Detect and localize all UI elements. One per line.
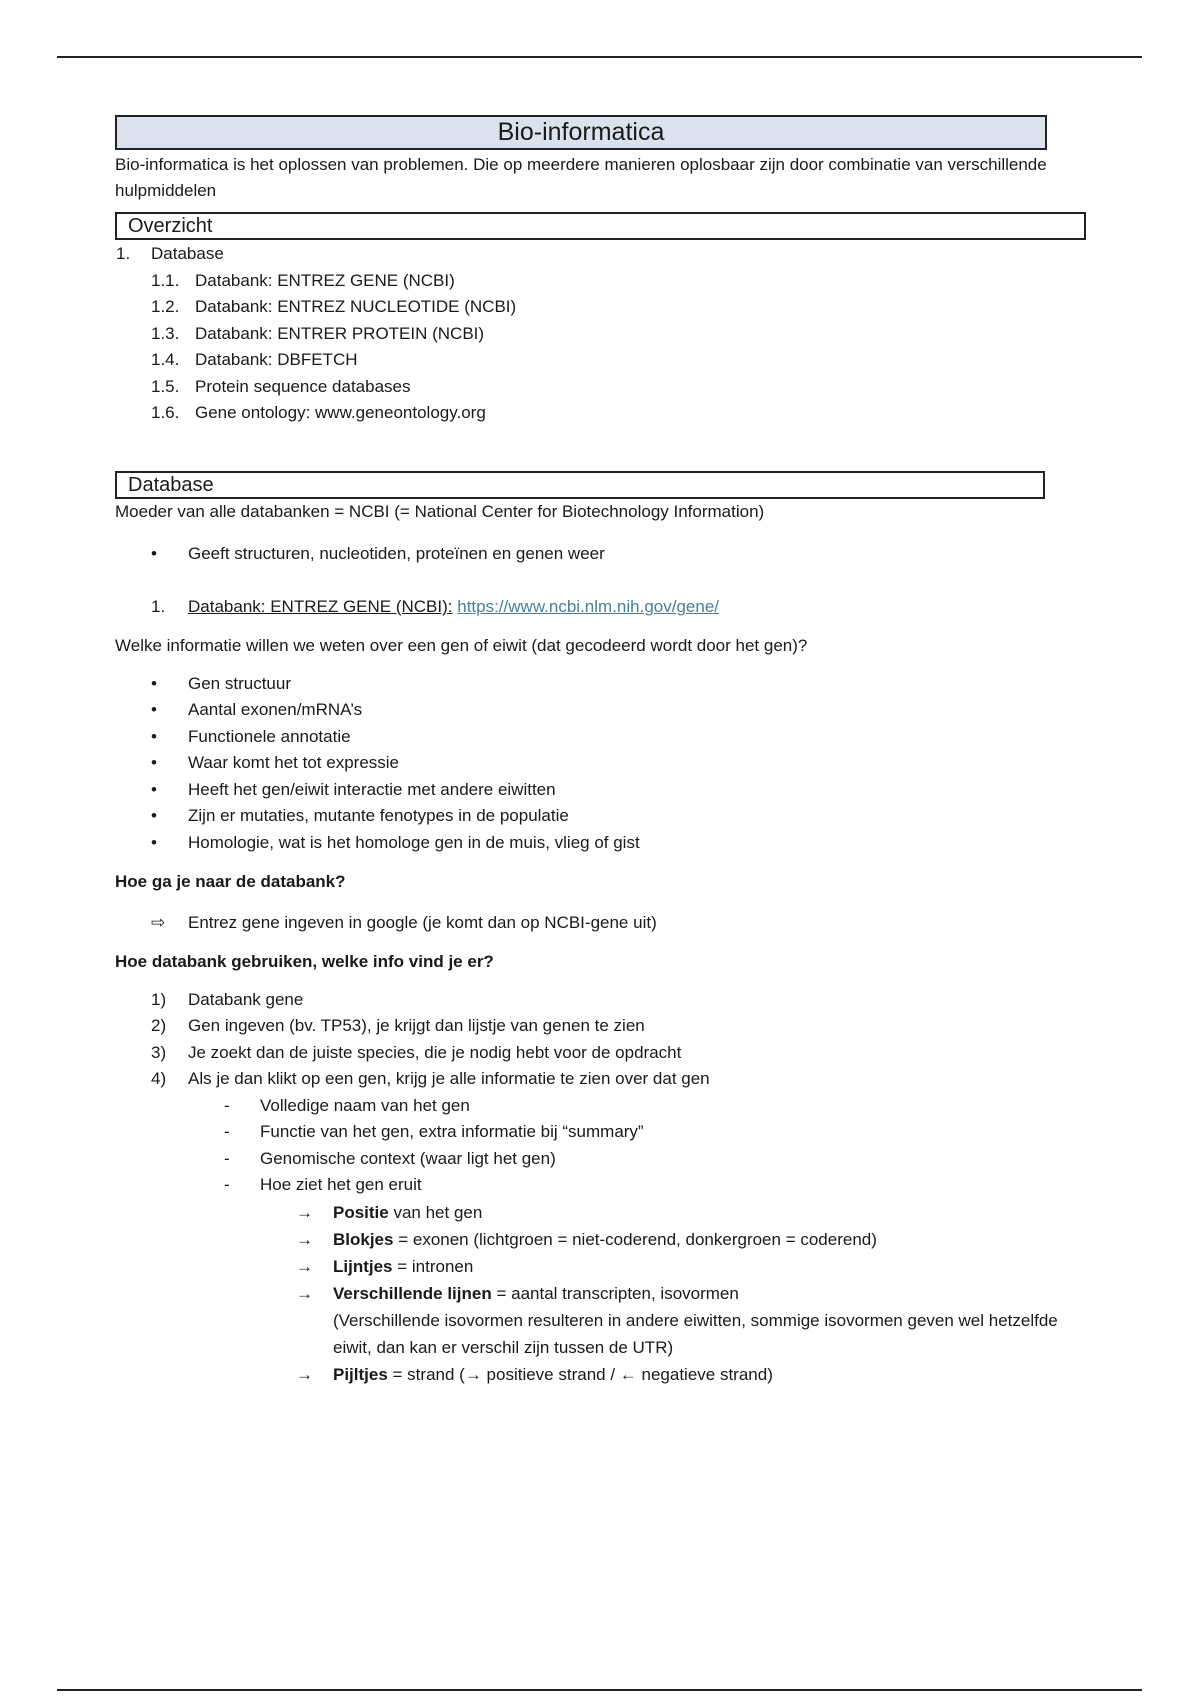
overview-main-item — [115, 241, 1075, 268]
bottom-rule — [57, 1689, 1142, 1691]
step-text: Als je dan klikt op een gen, krijg je alle informatie te zien over dat gen — [188, 1069, 710, 1088]
info-item-text: Functionele annotatie — [188, 726, 351, 746]
question-usage: Hoe databank gebruiken, welke info vind je er? — [115, 951, 494, 971]
overview-sub-text: Gene ontology: www.geneontology.org — [195, 403, 486, 422]
databank-entry-num: 1. — [151, 597, 166, 616]
step-text: Gen ingeven (bv. TP53), je krijgt dan lijstje van genen te zien — [188, 1016, 645, 1035]
steps-list — [115, 987, 1075, 1093]
sub-list — [115, 1093, 1075, 1199]
step-item — [115, 1066, 1075, 1093]
step-text: Databank gene — [188, 989, 304, 1009]
overview-sub-item — [115, 374, 1075, 401]
right-arrow-icon: → — [296, 1229, 313, 1249]
overview-heading: Overzicht — [115, 212, 1086, 240]
bullet-mark: • — [151, 832, 157, 852]
bullet-mark: • — [151, 700, 157, 719]
sub-item — [115, 1119, 1075, 1146]
overview-sub-text: Databank: ENTREZ NUCLEOTIDE (NCBI) — [195, 297, 517, 316]
info-item-text: Aantal exonen/mRNA’s — [188, 700, 363, 719]
info-item-text: Heeft het gen/eiwit interactie met andere eiwitten — [188, 779, 556, 799]
overview-sub-num: 1.3. — [151, 323, 180, 343]
overview-main-label: Database — [151, 244, 224, 263]
right-arrow-icon: → — [296, 1202, 313, 1222]
info-item-text: Homologie, wat is het homologe gen in de muis, vlieg of gist — [188, 832, 640, 852]
detail-term: Pijltjes — [333, 1364, 388, 1384]
bullet-mark: • — [151, 673, 157, 693]
sub-item-text: Genomische context (waar ligt het gen) — [260, 1148, 556, 1168]
bullet-mark: • — [151, 806, 157, 825]
top-rule — [57, 56, 1142, 58]
step-item — [115, 987, 1075, 1014]
detail-term: Blokjes — [333, 1229, 394, 1249]
detail-list — [115, 1199, 1075, 1388]
info-item — [115, 724, 1075, 751]
database-mother-line: Moeder van alle databanken = NCBI (= National Center for Biotechnology Information) — [115, 501, 765, 521]
step-item — [115, 1040, 1075, 1067]
overview-sub-num: 1.1. — [151, 270, 180, 290]
overview-main-num: 1. — [116, 244, 131, 263]
info-item — [115, 671, 1075, 698]
databank-entry — [115, 594, 1075, 621]
sub-item-text: Functie van het gen, extra informatie bij “summary” — [260, 1122, 644, 1141]
right-arrow-icon: → — [296, 1364, 313, 1384]
overview-sub-item — [115, 347, 1075, 374]
info-item-text: Gen structuur — [188, 673, 291, 693]
dash-mark: - — [224, 1175, 230, 1194]
step-num: 1) — [151, 989, 167, 1009]
navigate-answer-text: Entrez gene ingeven in google (je komt dan op NCBI-gene uit) — [188, 913, 657, 932]
step-text: Je zoekt dan de juiste species, die je nodig hebt voor de opdracht — [188, 1042, 682, 1062]
info-item — [115, 750, 1075, 777]
arrow-icon: ⇨ — [151, 913, 166, 932]
page-content — [115, 115, 1075, 1388]
overview-sub-text: Databank: DBFETCH — [195, 350, 358, 369]
overview-sub-item — [115, 294, 1075, 321]
page-title: Bio-informatica — [115, 115, 1047, 150]
detail-term: Lijntjes — [333, 1256, 393, 1276]
overview-list — [115, 241, 1075, 427]
detail-desc: = exonen (lichtgroen = niet-coderend, donkergroen = coderend) — [393, 1229, 877, 1249]
right-arrow-icon: → — [296, 1256, 313, 1276]
sub-item-text: Hoe ziet het gen eruit — [260, 1175, 422, 1194]
navigate-answer — [115, 910, 1075, 937]
ncbi-gene-link[interactable]: https://www.ncbi.nlm.nih.gov/gene/ — [457, 597, 719, 616]
bullet-mark: • — [151, 753, 157, 772]
info-item — [115, 777, 1075, 804]
step-num: 4) — [151, 1069, 167, 1088]
overview-sub-text: Databank: ENTREZ GENE (NCBI) — [195, 270, 455, 290]
bullet-mark: • — [151, 779, 157, 799]
isoform-note — [115, 1307, 1075, 1361]
info-item — [115, 697, 1075, 724]
detail-term: Positie — [333, 1202, 389, 1222]
bullet-text: Geeft structuren, nucleotiden, proteïnen en genen weer — [188, 543, 605, 563]
detail-desc: = intronen — [392, 1256, 474, 1276]
overview-sub-num: 1.2. — [151, 297, 180, 316]
sub-item — [115, 1093, 1075, 1120]
question-navigate: Hoe ga je naar de databank? — [115, 872, 346, 891]
dash-mark: - — [224, 1095, 230, 1115]
detail-desc: = aantal transcripten, isovormen — [491, 1283, 739, 1303]
right-arrow-icon: → — [296, 1283, 313, 1303]
info-item-text: Waar komt het tot expressie — [188, 753, 400, 772]
overview-sub-num: 1.6. — [151, 403, 180, 422]
overview-sub-item — [115, 268, 1075, 295]
bullet-item — [115, 541, 1075, 568]
info-list — [115, 671, 1075, 857]
detail-desc: van het gen — [388, 1202, 483, 1222]
detail-item — [115, 1226, 1075, 1253]
question-info: Welke informatie willen we weten over een gen of eiwit (dat gecodeerd wordt door het gen)? — [115, 635, 808, 655]
info-item — [115, 803, 1075, 830]
isoform-note-text: (Verschillende isovormen resulteren in andere eiwitten, sommige isovormen geven wel hetzelfde eiwit, dan kan er verschil zijn tussen de UTR) — [333, 1310, 1058, 1357]
dash-mark: - — [224, 1148, 230, 1168]
step-item — [115, 1013, 1075, 1040]
databank-entry-label: Databank: ENTREZ GENE (NCBI): — [188, 597, 453, 616]
sub-item-text: Volledige naam van het gen — [260, 1095, 470, 1115]
detail-item — [115, 1280, 1075, 1307]
overview-sub-num: 1.5. — [151, 376, 180, 396]
step-num: 3) — [151, 1042, 167, 1062]
database-heading: Database — [115, 471, 1045, 499]
detail-desc: = strand (→ positieve strand / ← negatieve strand) — [387, 1364, 773, 1384]
overview-sub-item — [115, 400, 1075, 427]
info-item — [115, 830, 1075, 857]
overview-sub-text: Databank: ENTRER PROTEIN (NCBI) — [195, 323, 485, 343]
sub-item — [115, 1146, 1075, 1173]
overview-sub-item — [115, 321, 1075, 348]
overview-sub-text: Protein sequence databases — [195, 376, 411, 396]
bullet-mark: • — [151, 543, 157, 563]
detail-term: Verschillende lijnen — [333, 1283, 492, 1303]
dash-mark: - — [224, 1122, 230, 1141]
detail-item — [115, 1361, 1075, 1388]
bullet-mark: • — [151, 726, 157, 746]
intro-paragraph: Bio-informatica is het oplossen van problemen. Die op meerdere manieren oplosbaar zijn door combinatie van verschillende hulpmiddelen — [115, 155, 1047, 200]
detail-item — [115, 1253, 1075, 1280]
overview-sub-num: 1.4. — [151, 350, 180, 369]
info-item-text: Zijn er mutaties, mutante fenotypes in de populatie — [188, 806, 569, 825]
step-num: 2) — [151, 1016, 167, 1035]
detail-item — [115, 1199, 1075, 1226]
sub-item — [115, 1172, 1075, 1199]
